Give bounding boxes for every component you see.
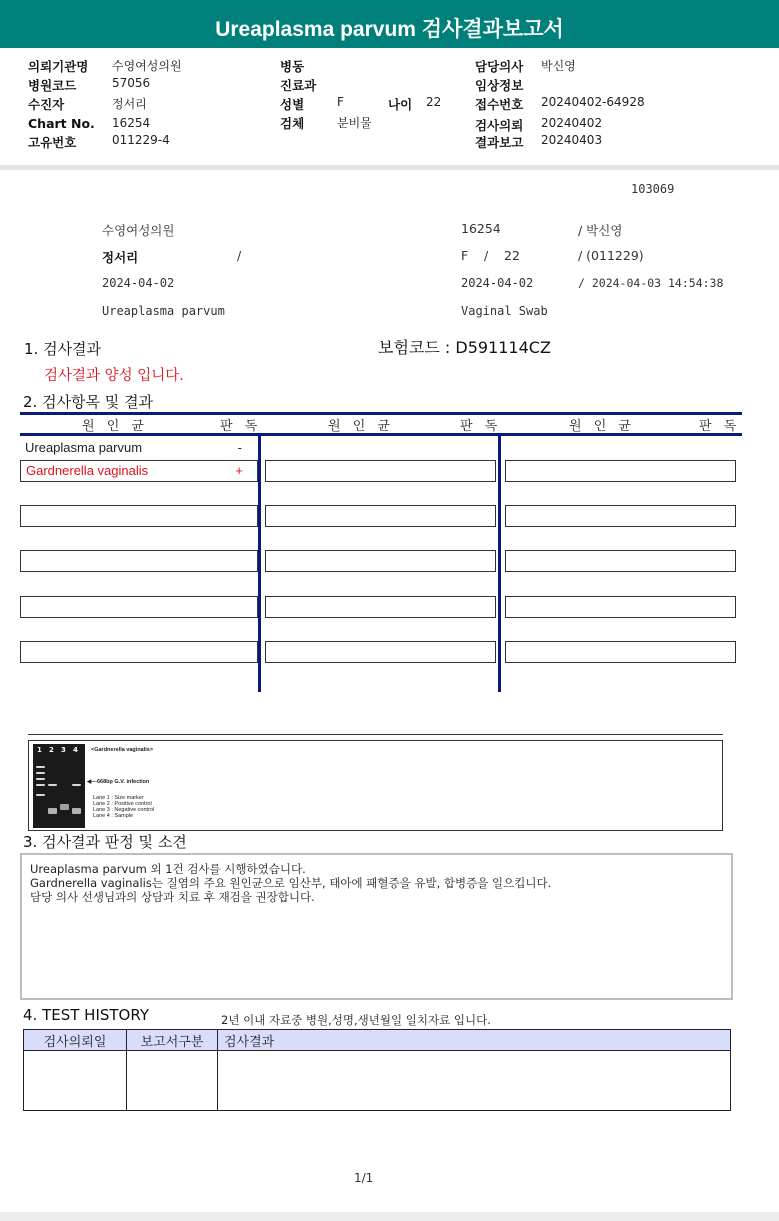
age-label: 나이 (388, 97, 413, 112)
section3-title: 3. 검사결과 판정 및 소견 (23, 833, 187, 851)
hospital-code-value: 57056 (112, 76, 151, 90)
info-specimen: Vaginal Swab (461, 304, 548, 318)
footer-bar (0, 1212, 779, 1221)
chart-value: 16254 (112, 116, 151, 130)
marker-band (36, 784, 45, 786)
info-slash: / (237, 248, 242, 263)
lane-legend: Lane 1 : Size marker (93, 795, 144, 801)
age-value: 22 (426, 95, 442, 109)
sex-label: 성별 (280, 97, 305, 112)
info-sex-slash: / (484, 248, 489, 263)
marker-band (36, 772, 45, 774)
request-value: 20240402 (541, 116, 603, 130)
column-divider-1 (258, 433, 261, 692)
specimen-value: 분비물 (337, 116, 372, 130)
history-col-request-date: 검사의뢰일 (24, 1030, 127, 1051)
report-label: 결과보고 (475, 135, 524, 150)
result-cell (505, 596, 736, 618)
primer-band (72, 808, 81, 814)
organism-name: Ureaplasma parvum (25, 440, 143, 455)
result-cell (265, 641, 496, 663)
section2-title: 2. 검사항목 및 결과 (23, 393, 154, 411)
info-age: 22 (504, 248, 520, 263)
receipt-value: 20240402-64928 (541, 95, 645, 109)
info-institution: 수영여성의원 (102, 223, 175, 238)
receipt-label: 접수번호 (475, 97, 524, 112)
col-reading-2: 판 독 (460, 419, 502, 434)
document-number: 103069 (631, 182, 675, 196)
sex-value: F (337, 95, 344, 109)
result-cell (505, 505, 736, 527)
history-cell (24, 1051, 127, 1111)
info-sex: F (461, 248, 469, 263)
primer-band (60, 804, 69, 810)
result-cell (265, 460, 496, 482)
col-organism-2: 원 인 균 (328, 419, 394, 434)
section1-title: 1. 검사결과 (24, 340, 102, 358)
column-divider-2 (498, 433, 501, 692)
sample-band (72, 784, 81, 786)
result-cell (20, 505, 258, 527)
lane-number: 3 (61, 746, 66, 754)
lane-legend: Lane 4 : Sample (93, 813, 134, 819)
hospital-code-label: 병원코드 (28, 78, 77, 93)
history-cell (127, 1051, 218, 1111)
history-note: 2년 이내 자료중 병원,성명,생년월일 일치자료 입니다. (221, 1013, 491, 1027)
specimen-label: 검체 (280, 116, 305, 131)
history-cell (218, 1051, 731, 1111)
band-arrow-icon: ◀— (87, 779, 97, 785)
info-unique: / (011229) (578, 248, 644, 263)
result-row-gardnerella (20, 460, 258, 482)
col-reading-3: 판 독 (699, 419, 741, 434)
marker-band (36, 778, 45, 780)
lane-number: 4 (73, 746, 78, 754)
col-reading-1: 판 독 (220, 419, 262, 434)
col-organism-3: 원 인 균 (569, 419, 635, 434)
institution-label: 의뢰기관명 (28, 59, 89, 74)
page-number: 1/1 (354, 1171, 374, 1185)
info-report-datetime: / 2024-04-03 14:54:38 (578, 276, 724, 290)
insurance-code: 보험코드 : D591114CZ (378, 338, 551, 357)
lane-legend: Lane 3 : Negative control (93, 807, 155, 813)
primer-band (48, 808, 57, 814)
opinion-line: 담당 의사 선생님과의 상담과 치료 후 재검을 권장합니다. (30, 890, 315, 904)
opinion-box (20, 853, 733, 1000)
report-title: Ureaplasma parvum 검사결과보고서 (215, 18, 564, 41)
result-row-ureaplasma (20, 438, 258, 460)
band-label: 668bp G.V. infection (97, 779, 150, 785)
history-table (23, 1029, 731, 1111)
report-value: 20240403 (541, 133, 603, 147)
info-chart: 16254 (461, 221, 501, 236)
gel-image (33, 744, 85, 828)
info-receive-date: 2024-04-02 (461, 276, 534, 290)
result-cell (265, 596, 496, 618)
lane-number: 2 (49, 746, 54, 754)
organism-name: Gardnerella vaginalis (26, 463, 149, 478)
result-summary: 검사결과 양성 입니다. (44, 368, 184, 384)
history-col-result: 검사결과 (218, 1030, 731, 1051)
department-label: 진료과 (280, 78, 317, 93)
institution-value: 수영여성의원 (112, 59, 182, 73)
positive-band (48, 784, 57, 786)
result-cell (20, 641, 258, 663)
history-col-report-type: 보고서구분 (127, 1030, 218, 1051)
info-collect-date: 2024-04-02 (102, 276, 175, 290)
opinion-line: Ureaplasma parvum 외 1건 검사를 시행하였습니다. (30, 862, 306, 876)
patient-label: 수진자 (28, 97, 65, 112)
header-separator (0, 165, 779, 170)
result-cell (505, 460, 736, 482)
marker-band (36, 766, 45, 768)
result-cell (505, 641, 736, 663)
chart-label: Chart No. (28, 116, 95, 131)
request-label: 검사의뢰 (475, 118, 524, 133)
unique-value: 011229-4 (112, 133, 170, 147)
result-cell (20, 596, 258, 618)
info-test-name: Ureaplasma parvum (102, 304, 225, 318)
doctor-label: 담당의사 (475, 59, 524, 74)
ward-label: 병동 (280, 59, 305, 74)
reading-mark: + (235, 463, 243, 478)
section4-title: 4. TEST HISTORY (23, 1006, 149, 1024)
info-patient: 정서리 (102, 250, 139, 265)
opinion-line: Gardnerella vaginalis는 질염의 주요 원인균으로 임산부, 태아에 패혈증을 유발, 합병증을 일으킵니다. (30, 876, 552, 890)
result-cell (505, 550, 736, 572)
reading-mark: - (237, 440, 242, 455)
lane-number: 1 (37, 746, 42, 754)
lane-legend: Lane 2 : Positive control (93, 801, 152, 807)
marker-band (36, 794, 45, 796)
gel-top-rule (28, 734, 723, 735)
result-cell (265, 550, 496, 572)
report-title-bar (0, 0, 779, 48)
result-cell (265, 505, 496, 527)
clinical-label: 임상정보 (475, 78, 524, 93)
doctor-value: 박신영 (541, 59, 576, 73)
patient-value: 정서리 (112, 97, 147, 111)
info-doctor: / 박신영 (578, 223, 623, 238)
col-organism-1: 원 인 균 (82, 419, 148, 434)
gel-electrophoresis-figure (28, 740, 723, 831)
gel-heading: <Gardnerella vaginalis> (91, 747, 154, 753)
unique-label: 고유번호 (28, 135, 77, 150)
result-cell (20, 550, 258, 572)
